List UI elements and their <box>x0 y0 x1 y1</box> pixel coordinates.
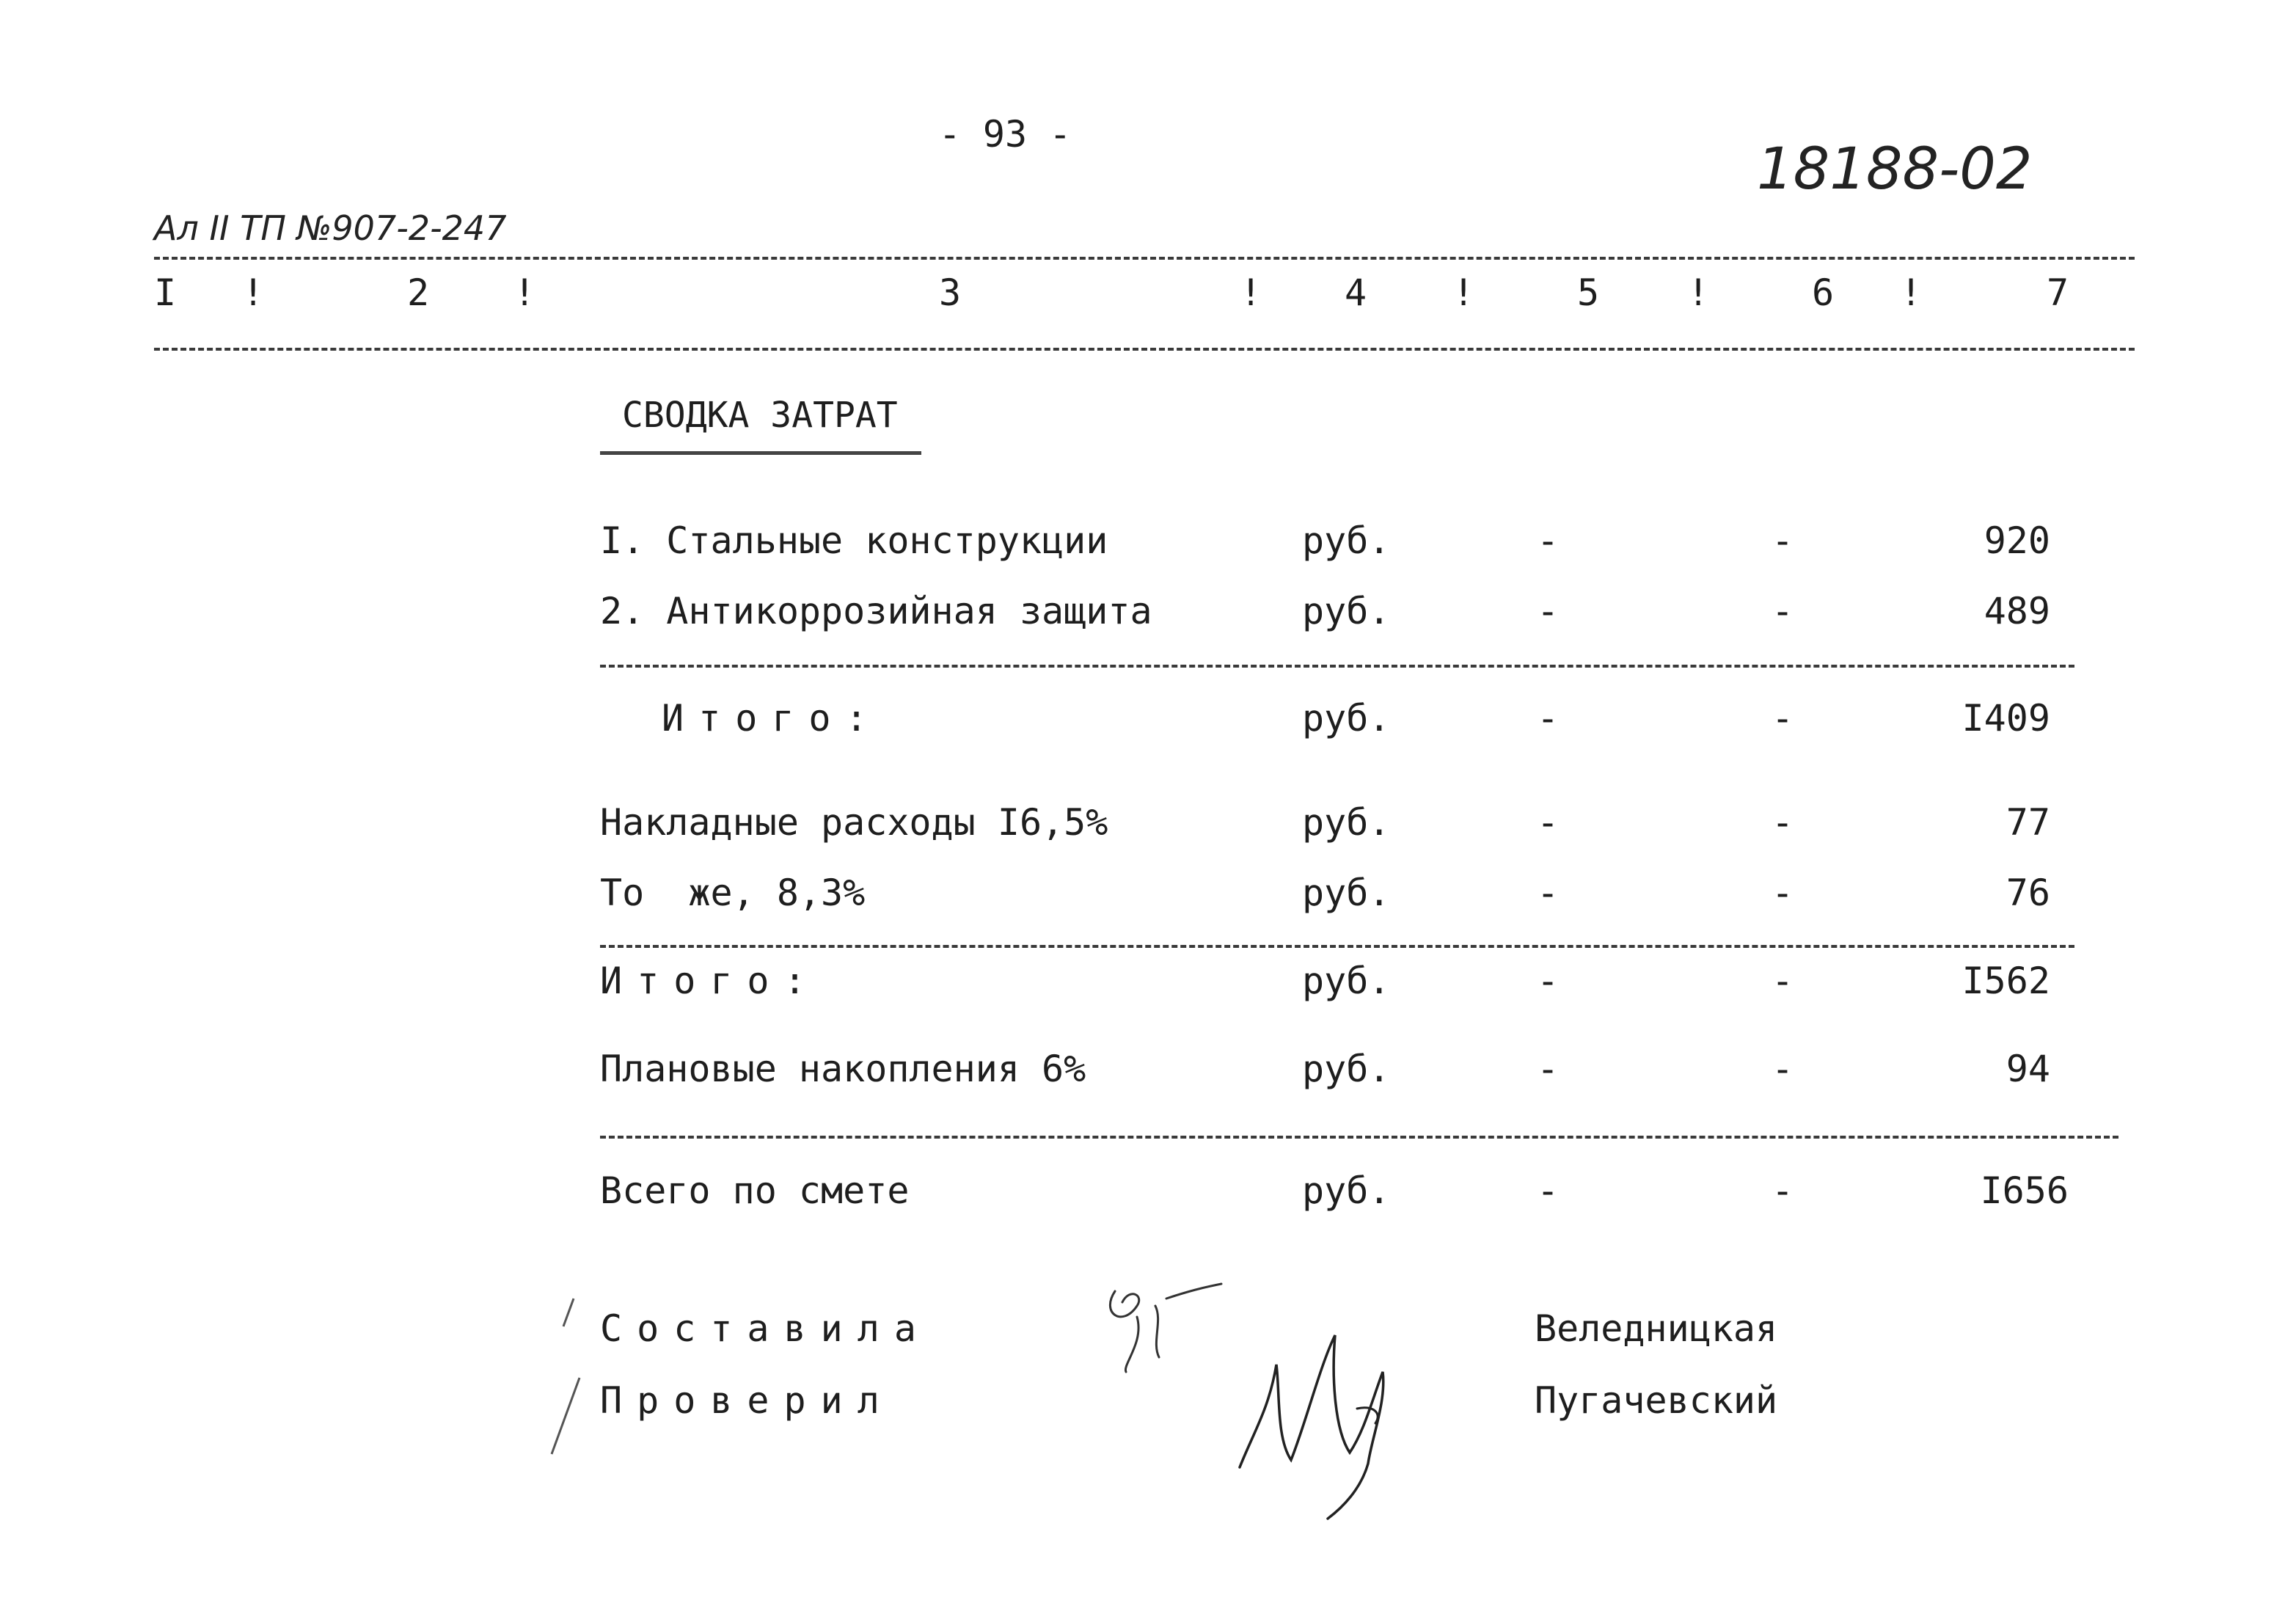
row-value: 94 <box>2006 1048 2050 1090</box>
row-col6: - <box>1771 1169 1794 1212</box>
handwritten-signature-checker <box>1225 1321 1416 1526</box>
row-label: Накладные расходы I6,5% <box>600 801 1108 844</box>
section-title-underline <box>600 451 921 455</box>
column-header-4: 4 <box>1344 271 1367 314</box>
row-value: I409 <box>1962 697 2050 740</box>
row-unit: руб. <box>1302 590 1391 632</box>
row-unit: руб. <box>1302 1048 1391 1090</box>
row-col5: - <box>1536 590 1560 632</box>
row-col5: - <box>1536 519 1560 562</box>
row-label: I. Стальные конструкции <box>600 519 1108 562</box>
column-separator: ! <box>1452 271 1475 314</box>
row-unit: руб. <box>1302 1169 1391 1212</box>
row-col6: - <box>1771 697 1794 740</box>
row-col6: - <box>1771 960 1794 1002</box>
column-separator: ! <box>513 271 536 314</box>
doc-reference: Ал II ТП №907-2-247 <box>154 208 507 248</box>
column-header-3: 3 <box>938 271 962 314</box>
row-value: 76 <box>2006 872 2050 914</box>
row-label: Итого: <box>662 697 882 740</box>
row-value: 489 <box>1984 590 2050 632</box>
header-bottom-rule <box>154 348 2135 351</box>
row-label: Итого: <box>600 960 821 1002</box>
row-col6: - <box>1771 519 1794 562</box>
header-top-rule <box>154 257 2135 260</box>
column-header-7: 7 <box>2046 271 2069 314</box>
row-label: Всего по смете <box>600 1169 910 1212</box>
signature-role: Проверил <box>600 1379 894 1422</box>
pencil-tick-marks <box>543 1291 594 1460</box>
signature-name: Пугачевский <box>1535 1379 1778 1422</box>
row-col5: - <box>1536 960 1560 1002</box>
column-separator: ! <box>1687 271 1710 314</box>
row-label: Плановые накопления 6% <box>600 1048 1086 1090</box>
stamp-number: 18188-02 <box>1757 136 2033 202</box>
row-label: То же, 8,3% <box>600 872 866 914</box>
row-col6: - <box>1771 590 1794 632</box>
signature-role: Составила <box>600 1307 931 1350</box>
row-label: 2. Антикоррозийная защита <box>600 590 1152 632</box>
row-col5: - <box>1536 1048 1560 1090</box>
row-col6: - <box>1771 872 1794 914</box>
row-value: 77 <box>2006 801 2050 844</box>
row-col5: - <box>1536 872 1560 914</box>
subtotal-rule <box>600 945 2074 948</box>
column-header-2: 2 <box>406 271 430 314</box>
column-separator: ! <box>242 271 265 314</box>
row-col5: - <box>1536 697 1560 740</box>
row-value: I562 <box>1962 960 2050 1002</box>
column-header-1: I <box>153 271 177 314</box>
section-title: СВОДКА ЗАТРАТ <box>622 395 898 436</box>
column-separator: ! <box>1240 271 1262 314</box>
row-value: 920 <box>1984 519 2050 562</box>
signature-name: Веледницкая <box>1535 1307 1778 1350</box>
row-unit: руб. <box>1302 960 1391 1002</box>
page-number: - 93 - <box>938 113 1072 156</box>
row-unit: руб. <box>1302 801 1391 844</box>
row-unit: руб. <box>1302 872 1391 914</box>
column-separator: ! <box>1900 271 1923 314</box>
row-col5: - <box>1536 1169 1560 1212</box>
column-header-5: 5 <box>1576 271 1600 314</box>
row-unit: руб. <box>1302 697 1391 740</box>
row-col6: - <box>1771 1048 1794 1090</box>
row-value: I656 <box>1980 1169 2069 1212</box>
row-unit: руб. <box>1302 519 1391 562</box>
subtotal-rule <box>600 665 2074 668</box>
row-col6: - <box>1771 801 1794 844</box>
row-col5: - <box>1536 801 1560 844</box>
column-header-6: 6 <box>1811 271 1835 314</box>
total-rule <box>600 1136 2118 1139</box>
